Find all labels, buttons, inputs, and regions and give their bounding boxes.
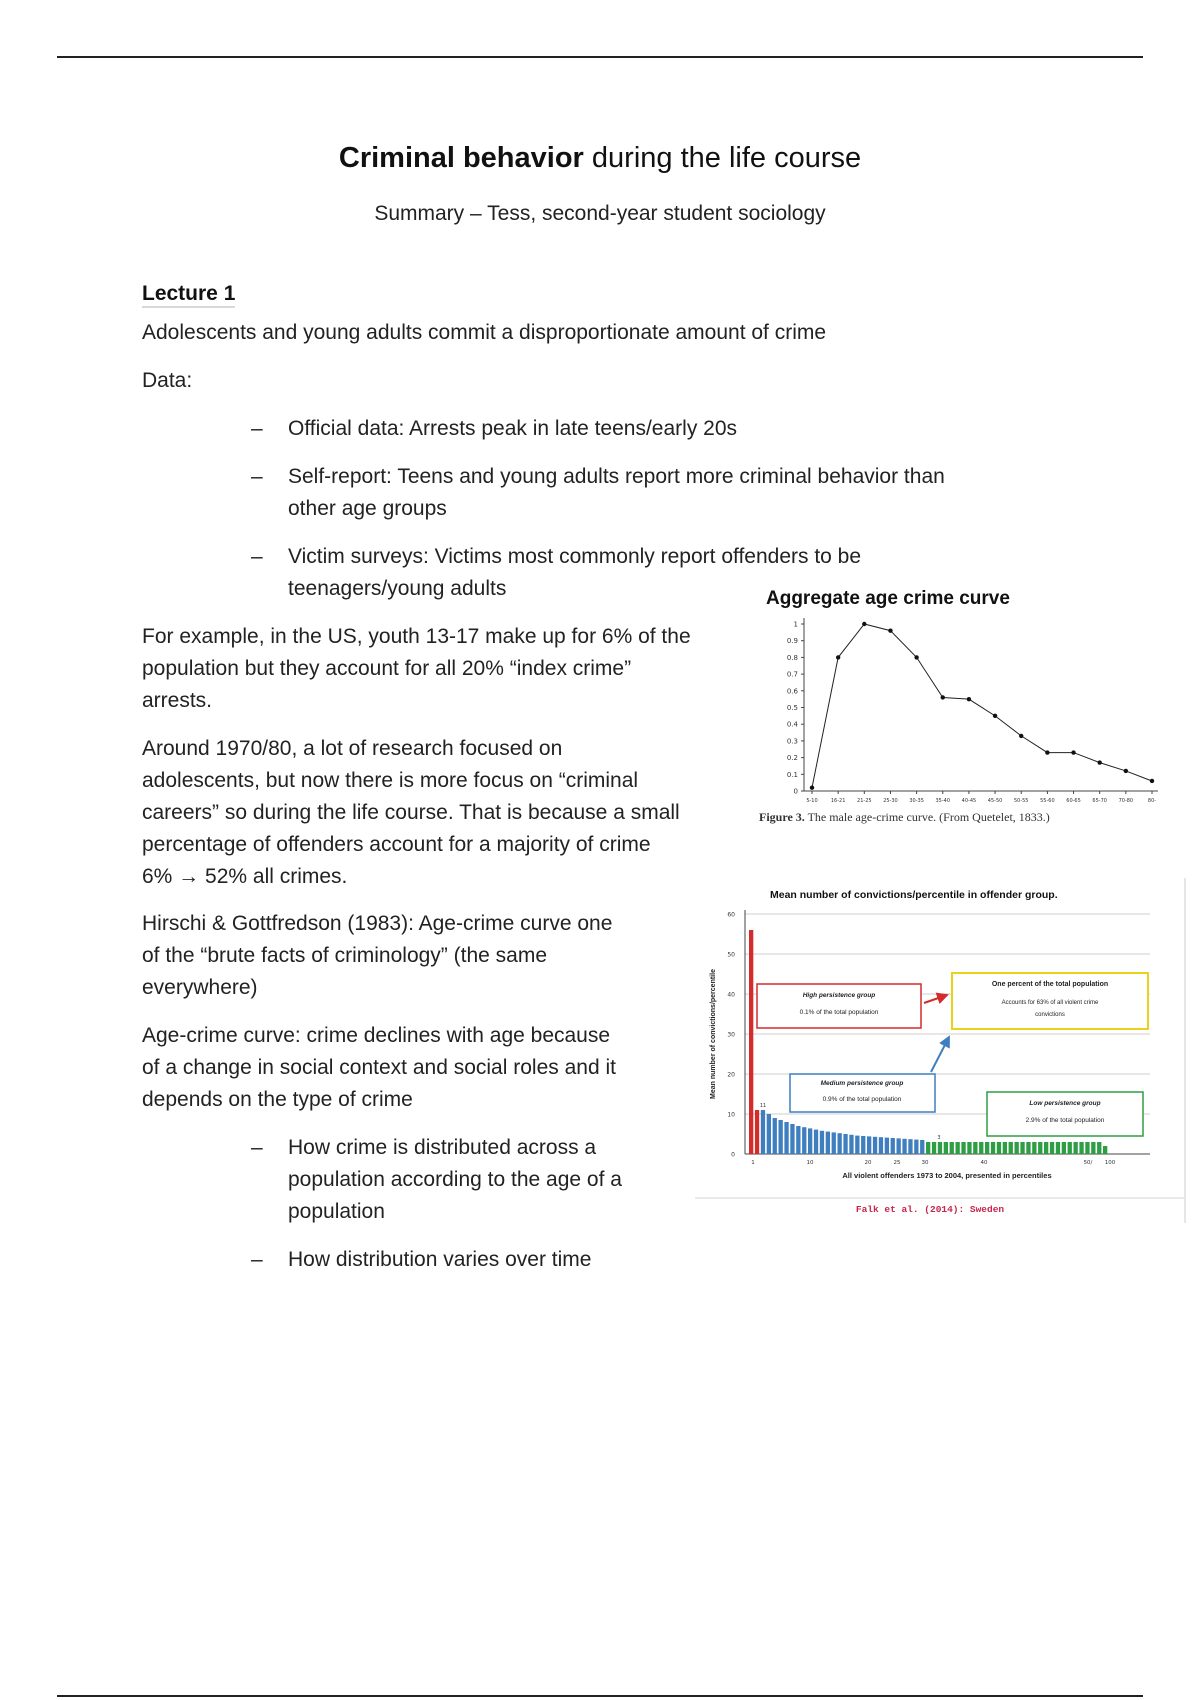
paragraph-line: careers” so during the life course. That is because a small xyxy=(142,801,680,824)
bar xyxy=(926,1142,930,1154)
figure-caption-text: The male age-crime curve. (From Quetelet, 1833.) xyxy=(804,810,1050,824)
bar xyxy=(849,1135,853,1154)
bar xyxy=(749,930,753,1154)
bar xyxy=(761,1110,765,1154)
bullet-line: population according to the age of a xyxy=(288,1168,622,1191)
data-point xyxy=(914,655,918,659)
y-tick-label: 30 xyxy=(727,1031,735,1039)
bullet-dash: – xyxy=(251,545,263,568)
x-tick-label: 20 xyxy=(864,1160,872,1166)
data-point xyxy=(941,695,945,699)
x-tick-label: 10 xyxy=(806,1160,814,1166)
paragraph-line: everywhere) xyxy=(142,976,258,999)
one-percent-sub: Accounts for 63% of all violent crime xyxy=(1001,1000,1099,1006)
y-tick-label: 0.3 xyxy=(786,737,798,746)
bar xyxy=(879,1137,883,1154)
high-persistence-box xyxy=(757,984,921,1028)
figure-caption-label: Figure 3. xyxy=(759,810,805,824)
y-tick-label: 10 xyxy=(727,1111,735,1119)
low-persistence-sub: 2.9% of the total population xyxy=(1025,1117,1105,1124)
paragraph-line: Age-crime curve: crime declines with age because xyxy=(142,1024,611,1047)
paragraph-line: of a change in social context and social roles and it xyxy=(142,1056,616,1079)
paragraph-line: adolescents, but now there is more focus on “criminal xyxy=(142,769,639,792)
bar-label: 11 xyxy=(759,1103,767,1109)
bar xyxy=(1062,1142,1066,1154)
bar xyxy=(1020,1142,1024,1154)
paragraph-line: of the “brute facts of criminology” (the same xyxy=(142,944,547,967)
bar xyxy=(997,1142,1001,1154)
bar xyxy=(814,1130,818,1154)
bullet-dash: – xyxy=(251,1136,263,1159)
paragraph-line: percentage of offenders account for a majority of crime xyxy=(142,833,651,856)
y-tick-label: 0 xyxy=(793,787,798,796)
paragraph-line: population but they account for all 20% “index crime” xyxy=(142,657,632,680)
bar xyxy=(867,1136,871,1154)
x-tick-label: 25 xyxy=(893,1160,901,1166)
y-axis-label: Mean number of convictions/percentile xyxy=(710,969,717,1099)
y-tick-label: 1 xyxy=(793,620,798,629)
low-persistence-box xyxy=(987,1092,1143,1136)
x-tick-label: 45-50 xyxy=(987,798,1003,804)
high-persistence-sub: 0.1% of the total population xyxy=(799,1009,879,1016)
bar xyxy=(891,1138,895,1154)
bar xyxy=(902,1139,906,1154)
y-tick-label: 0.4 xyxy=(786,720,798,729)
bar xyxy=(1026,1142,1030,1154)
data-point xyxy=(1124,769,1128,773)
bar xyxy=(832,1132,836,1154)
medium-to-onepct-arrow xyxy=(931,1037,949,1072)
bar xyxy=(1044,1142,1048,1154)
y-tick-label: 0.7 xyxy=(786,670,798,679)
data-bullet-2 xyxy=(251,461,945,525)
data-point xyxy=(810,785,814,789)
x-tick-label: 80- xyxy=(1147,798,1157,804)
bar xyxy=(1032,1142,1036,1154)
bar xyxy=(1038,1142,1042,1154)
y-tick-label: 0.5 xyxy=(786,704,798,712)
bar xyxy=(914,1140,918,1154)
y-tick-label: 0.6 xyxy=(786,687,798,696)
x-tick-label: 5-10 xyxy=(806,798,818,804)
x-tick-label: 21-25 xyxy=(857,798,872,804)
bar xyxy=(1091,1142,1095,1154)
y-tick-label: 50 xyxy=(727,951,735,959)
x-tick-label: 40-45 xyxy=(961,798,977,804)
bullet-dash: – xyxy=(251,1248,263,1271)
high-persistence-title: High persistence group xyxy=(802,992,876,999)
data-bullet-1 xyxy=(251,413,738,445)
x-tick-label: 100 xyxy=(1104,1160,1116,1166)
bar xyxy=(796,1126,800,1154)
data-point xyxy=(993,714,997,718)
bar xyxy=(1074,1142,1078,1154)
y-tick-label: 20 xyxy=(727,1071,735,1079)
x-tick-label: 30-35 xyxy=(909,798,924,804)
paragraph-example xyxy=(142,621,691,717)
x-tick-label: 65-70 xyxy=(1092,798,1107,804)
bar xyxy=(908,1139,912,1154)
bar xyxy=(944,1142,948,1154)
medium-persistence-sub: 0.9% of the total population xyxy=(822,1096,902,1103)
data-point xyxy=(1097,760,1101,764)
x-tick-label: 16-21 xyxy=(830,798,846,804)
intro-text: Adolescents and young adults commit a disproportionate amount of crime xyxy=(142,321,827,344)
bar xyxy=(973,1142,977,1154)
bar xyxy=(885,1138,889,1154)
bullet-line: How distribution varies over time xyxy=(288,1248,592,1271)
bar xyxy=(820,1131,824,1154)
bar xyxy=(967,1142,971,1154)
curve-bullet-2 xyxy=(251,1244,592,1276)
bar xyxy=(802,1127,806,1154)
bar xyxy=(843,1134,847,1154)
bar xyxy=(1097,1142,1101,1154)
top-rule xyxy=(57,56,1143,58)
paragraph-research xyxy=(142,733,680,893)
bar xyxy=(1009,1142,1013,1154)
curve-bullet-1 xyxy=(251,1132,622,1228)
x-tick-label: 35-40 xyxy=(935,798,951,804)
data-point xyxy=(1071,750,1075,754)
bar xyxy=(938,1142,942,1154)
bar xyxy=(790,1124,794,1154)
paragraph-hirschi xyxy=(142,908,612,1004)
bar xyxy=(991,1142,995,1154)
bar xyxy=(755,1110,759,1154)
age-crime-curve-chart xyxy=(756,584,1166,809)
bar xyxy=(1103,1146,1107,1154)
bullet-line: population xyxy=(288,1200,385,1223)
high-to-onepct-arrow xyxy=(924,995,947,1003)
y-tick-label: 40 xyxy=(727,991,735,999)
x-tick-label: 25-30 xyxy=(883,798,898,804)
bar xyxy=(1015,1142,1019,1154)
paragraph-age-crime-curve xyxy=(142,1020,616,1116)
bar xyxy=(932,1142,936,1154)
data-point xyxy=(967,697,971,701)
paragraph-line: Hirschi & Gottfredson (1983): Age-crime curve one xyxy=(142,912,613,935)
data-point xyxy=(1019,734,1023,738)
bar xyxy=(1050,1142,1054,1154)
x-tick-label: 1 xyxy=(751,1160,755,1166)
data-point xyxy=(1045,750,1049,754)
bullet-line: How crime is distributed across a xyxy=(288,1136,597,1159)
chart-border xyxy=(1184,878,1186,1223)
figure-caption xyxy=(759,811,1161,824)
data-point xyxy=(888,628,892,632)
bar xyxy=(767,1114,771,1154)
x-tick-label: 40 xyxy=(980,1160,988,1166)
bar xyxy=(826,1132,830,1154)
paragraph-line: 6% → 52% all crimes. xyxy=(142,865,348,888)
title-bold: Criminal behavior xyxy=(338,142,584,174)
x-tick-label: 70-80 xyxy=(1118,798,1134,804)
y-tick-label: 0.9 xyxy=(786,637,798,646)
bar xyxy=(1068,1142,1072,1154)
paragraph-line: For example, in the US, youth 13-17 make up for 6% of the xyxy=(142,625,691,648)
bottom-rule xyxy=(57,1695,1143,1697)
one-percent-title: One percent of the total population xyxy=(991,981,1109,988)
bullet-line: Victim surveys: Victims most commonly report offenders to be xyxy=(288,545,862,568)
bar xyxy=(1079,1142,1083,1154)
x-tick-label: 55-60 xyxy=(1040,798,1055,804)
data-point xyxy=(862,622,866,626)
bar xyxy=(985,1142,989,1154)
data-point xyxy=(1150,779,1154,783)
bullet-dash: – xyxy=(251,465,263,488)
y-tick-label: 0.2 xyxy=(786,754,798,763)
paragraph-line: depends on the type of crime xyxy=(142,1088,413,1111)
bar xyxy=(808,1128,812,1154)
bar xyxy=(961,1142,965,1154)
lecture-heading: Lecture 1 xyxy=(142,282,236,305)
bar xyxy=(873,1137,877,1154)
data-point xyxy=(836,655,840,659)
page-subtitle: Summary – Tess, second-year student sociology xyxy=(374,202,826,225)
paragraph-line: Around 1970/80, a lot of research focused on xyxy=(142,737,563,760)
bullet-line: Official data: Arrests peak in late teens/early 20s xyxy=(288,417,738,440)
bar xyxy=(979,1142,983,1154)
y-tick-label: 60 xyxy=(727,911,735,919)
bar xyxy=(784,1122,788,1154)
bullet-line: Self-report: Teens and young adults report more criminal behavior than xyxy=(288,465,945,488)
bullet-line: teenagers/young adults xyxy=(288,577,507,600)
y-tick-label: 0.1 xyxy=(786,770,798,779)
bar xyxy=(855,1136,859,1154)
chart-source: Falk et al. (2014): Sweden xyxy=(855,1204,1005,1215)
bar xyxy=(1003,1142,1007,1154)
bar xyxy=(950,1142,954,1154)
bar-label: 3 xyxy=(937,1135,941,1141)
x-axis-label: All violent offenders 1973 to 2004, presented in percentiles xyxy=(842,1171,1052,1180)
data-label: Data: xyxy=(142,369,193,392)
bullet-dash: – xyxy=(251,417,263,440)
low-persistence-title: Low persistence group xyxy=(1029,1100,1101,1107)
bar xyxy=(838,1133,842,1154)
bar xyxy=(779,1120,783,1154)
chart-title: Aggregate age crime curve xyxy=(766,588,1010,609)
bar xyxy=(1056,1142,1060,1154)
x-tick-label: 60-65 xyxy=(1066,798,1081,804)
bar xyxy=(773,1118,777,1154)
x-tick-label: 30 xyxy=(921,1160,929,1166)
bar xyxy=(1085,1142,1089,1154)
convictions-percentile-chart xyxy=(695,878,1187,1223)
x-tick-label: 50-55 xyxy=(1013,798,1029,804)
bar xyxy=(861,1136,865,1154)
bar xyxy=(897,1138,901,1154)
y-tick-label: 0 xyxy=(731,1151,735,1159)
one-percent-sub: convictions xyxy=(1035,1012,1065,1018)
bar xyxy=(956,1142,960,1154)
title-rest: during the life course xyxy=(583,142,862,174)
page-title xyxy=(0,142,1200,175)
chart-title: Mean number of convictions/percentile in offender group. xyxy=(770,889,1058,901)
medium-persistence-title: Medium persistence group xyxy=(820,1080,904,1087)
bar xyxy=(920,1140,924,1154)
x-tick-label: 50/ xyxy=(1083,1160,1093,1166)
bullet-line: other age groups xyxy=(288,497,447,520)
y-tick-label: 0.8 xyxy=(786,653,798,662)
paragraph-line: arrests. xyxy=(142,689,213,712)
